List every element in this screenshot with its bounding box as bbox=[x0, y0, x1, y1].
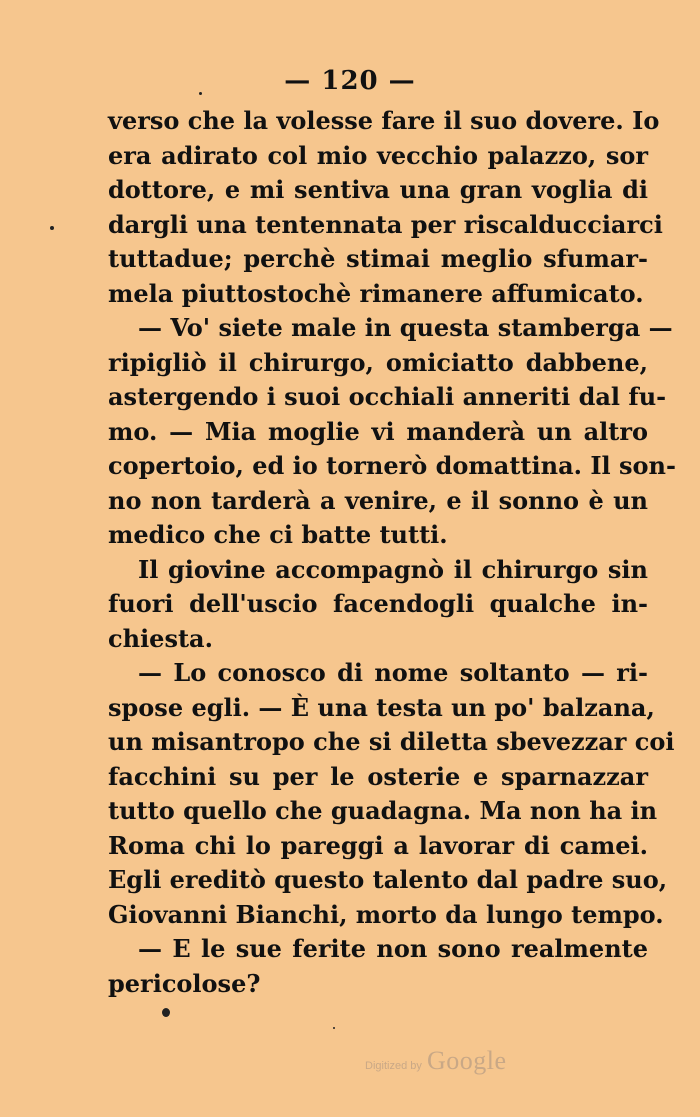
text-line: mela piuttostochè rimanere affumicato. bbox=[108, 278, 644, 308]
text-line: un misantropo che si diletta sbevezzar coi bbox=[108, 727, 675, 756]
text-line: spose egli. — È una testa un po' balzana, bbox=[108, 692, 655, 722]
text-line: era adirato col mio vecchio palazzo, sor bbox=[108, 140, 648, 170]
digitized-by-google-watermark bbox=[365, 1046, 507, 1076]
text-line: fuori dell'uscio facendogli qualche in- bbox=[108, 589, 648, 618]
text-line: copertoio, ed io tornerò domattina. Il son- bbox=[108, 451, 676, 480]
text-line: Roma chi lo pareggi a lavorar di camei. bbox=[108, 830, 648, 860]
ink-speck bbox=[333, 1027, 335, 1029]
ink-speck bbox=[162, 1008, 170, 1017]
text-line: Egli ereditò questo talento dal padre suo, bbox=[108, 865, 668, 894]
text-line: mo. — Mia moglie vi manderà un altro bbox=[108, 416, 648, 446]
text-line: no non tarderà a venire, e il sonno è un bbox=[108, 485, 648, 515]
body-text bbox=[108, 104, 676, 1001]
text-line: — Vo' siete male in questa stamberga — bbox=[138, 313, 673, 342]
text-line: Il giovine accompagnò il chirurgo sin bbox=[138, 554, 648, 584]
ink-speck bbox=[199, 92, 202, 95]
text-line: — Lo conosco di nome soltanto — ri- bbox=[138, 658, 648, 687]
text-line: tutto quello che guadagna. Ma non ha in bbox=[108, 796, 658, 825]
text-line: facchini su per le osterie e sparnazzar bbox=[108, 761, 648, 791]
text-line: tuttadue; perchè stimai meglio sfumar- bbox=[108, 244, 648, 273]
text-line: verso che la volesse fare il suo dovere. Io bbox=[108, 106, 660, 135]
text-line: astergendo i suoi occhiali anneriti dal fu- bbox=[108, 382, 667, 411]
ink-speck bbox=[50, 226, 54, 230]
text-line: Giovanni Bianchi, morto da lungo tempo. bbox=[108, 899, 664, 929]
text-line: chiesta. bbox=[108, 623, 213, 653]
text-line: — E le sue ferite non sono realmente bbox=[138, 934, 648, 963]
google-logo: Google bbox=[426, 1046, 507, 1075]
text-line: ripigliò il chirurgo, omiciatto dabbene, bbox=[108, 347, 648, 377]
text-line: pericolose? bbox=[108, 968, 261, 998]
watermark-prefix: Digitized by bbox=[365, 1060, 422, 1072]
text-line: medico che ci batte tutti. bbox=[108, 520, 448, 549]
text-line: dargli una tentennata per riscalducciarci bbox=[108, 209, 663, 239]
page-number: — 120 — bbox=[284, 66, 416, 96]
text-line: dottore, e mi sentiva una gran voglia di bbox=[108, 175, 648, 204]
